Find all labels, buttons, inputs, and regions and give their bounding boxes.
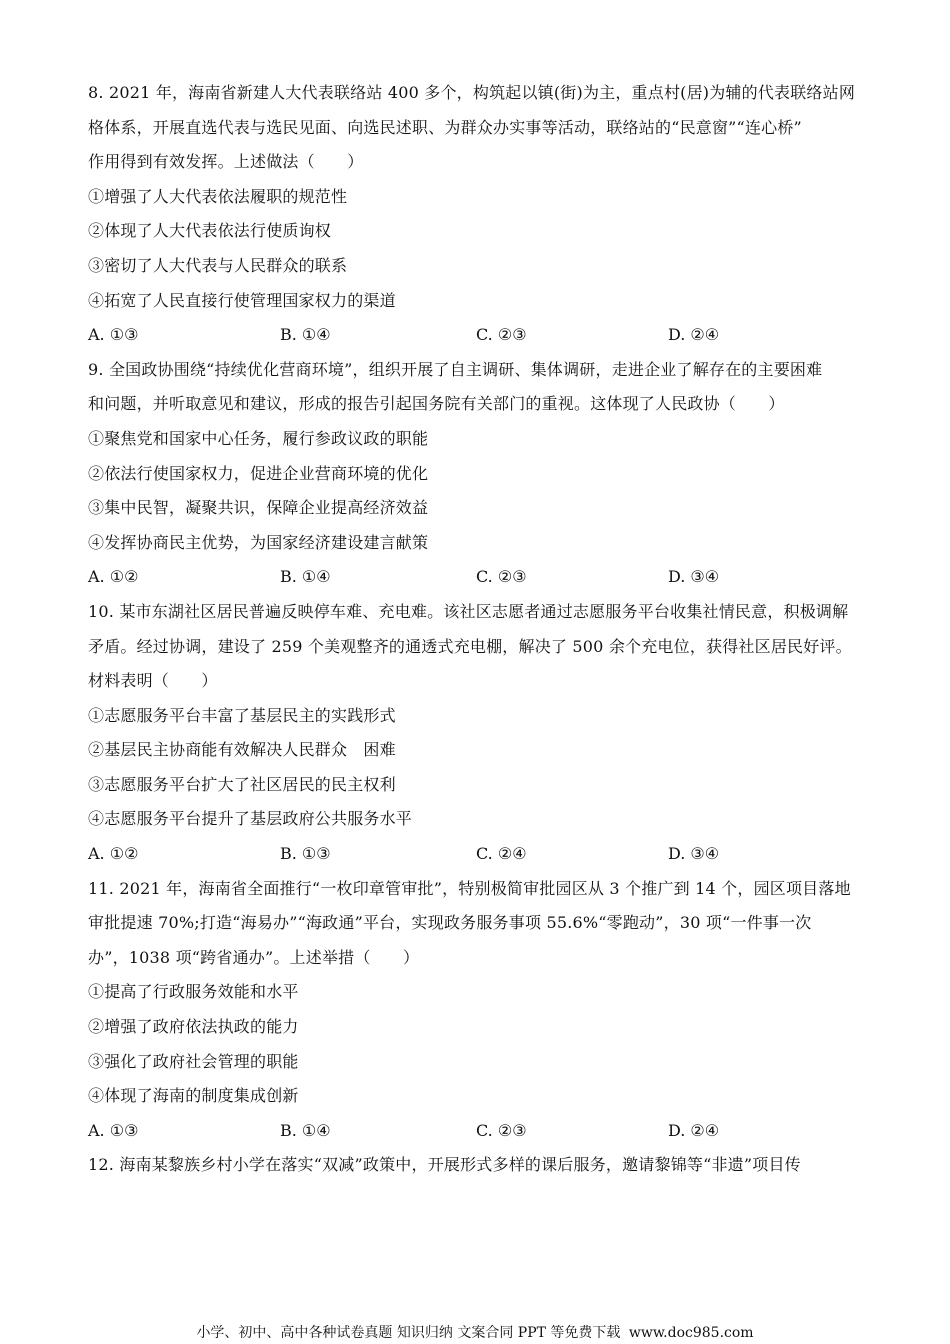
statement-item: ②体现了人大代表依法行使质询权 — [88, 221, 332, 241]
option-b: B. ①④ — [280, 325, 331, 345]
option-a: A. ①③ — [88, 1120, 139, 1140]
option-b: B. ①④ — [280, 567, 331, 587]
option-c: C. ②③ — [476, 567, 527, 587]
option-b: B. ①④ — [280, 1120, 331, 1140]
statement-item: ④志愿服务平台提升了基层政府公共服务水平 — [88, 809, 413, 829]
answer-options — [88, 318, 868, 353]
statement-item: ④拓宽了人民直接行使管理国家权力的渠道 — [88, 290, 396, 310]
statement-item: ①志愿服务平台丰富了基层民主的实践形式 — [88, 705, 396, 725]
question-stem-line: 作用得到有效发挥。上述做法（ ） — [88, 152, 364, 172]
question-stem-line: 和问题，并听取意见和建议，形成的报告引起国务院有关部门的重视。这体现了人民政协（ ） — [88, 394, 785, 414]
statement-item: ③集中民智，凝聚共识，保障企业提高经济效益 — [88, 498, 429, 518]
page-footer — [0, 1322, 950, 1342]
question-10 — [88, 595, 868, 872]
statement-item: ④体现了海南的制度集成创新 — [88, 1086, 299, 1106]
footer-text: 小学、初中、高中各种试卷真题 知识归纳 文案合同 PPT 等免费下载 — [196, 1325, 621, 1341]
option-c: C. ②③ — [476, 325, 527, 345]
question-stem-line: 11. 2021 年，海南省全面推行“一枚印章管审批”，特别极简审批园区从 3 个推广到 14 个，园区项目落地 — [88, 878, 851, 898]
statement-item: ②依法行使国家权力，促进企业营商环境的优化 — [88, 463, 429, 483]
question-stem-line: 9. 全国政协围绕“持续优化营商环境”，组织开展了自主调研、集体调研，走进企业了解存在的主要困难 — [88, 359, 823, 379]
option-a: A. ①② — [88, 844, 139, 864]
answer-options — [88, 560, 868, 595]
question-stem-line: 8. 2021 年，海南省新建人大代表联络站 400 多个，构筑起以镇(街)为主，重点村(居)为辅的代表联络站网 — [88, 83, 856, 102]
option-d: D. ②④ — [668, 1120, 720, 1140]
question-stem-line: 办”，1038 项“跨省通办”。上述举措（ ） — [88, 947, 420, 967]
answer-options — [88, 1114, 868, 1149]
question-stem-line: 10. 某市东湖社区居民普遍反映停车难、充电难。该社区志愿者通过志愿服务平台收集社情民意，积极调解 — [88, 601, 849, 621]
statement-item: ③强化了政府社会管理的职能 — [88, 1051, 299, 1071]
option-b: B. ①③ — [280, 844, 331, 864]
statement-item: ③志愿服务平台扩大了社区居民的民主权利 — [88, 774, 396, 794]
option-c: C. ②④ — [476, 844, 527, 864]
question-12 — [88, 1148, 868, 1183]
question-9 — [88, 353, 868, 595]
statement-item: ②基层民主协商能有效解决人民群众 困难 — [88, 740, 396, 760]
statement-item: ③密切了人大代表与人民群众的联系 — [88, 255, 348, 275]
statement-item: ①增强了人大代表依法履职的规范性 — [88, 186, 348, 206]
question-stem-line: 格体系，开展直选代表与选民见面、向选民述职、为群众办实事等活动，联络站的“民意窗”“连心桥” — [88, 117, 802, 137]
question-stem-line: 审批提速 70%;打造“海易办”“海政通”平台，实现政务服务事项 55.6%“零跑动”，30 项“一件事一次 — [88, 913, 812, 933]
option-a: A. ①② — [88, 567, 139, 587]
question-stem-line: 矛盾。经过协调，建设了 259 个美观整齐的通透式充电棚，解决了 500 余个充电位，获得社区居民好评。 — [88, 636, 852, 656]
option-c: C. ②③ — [476, 1120, 527, 1140]
statement-item: ④发挥协商民主优势，为国家经济建设建言献策 — [88, 532, 429, 552]
option-d: D. ②④ — [668, 325, 720, 345]
question-11 — [88, 872, 868, 1149]
option-a: A. ①③ — [88, 325, 139, 345]
statement-item: ①聚焦党和国家中心任务，履行参政议政的职能 — [88, 428, 429, 448]
exam-page — [88, 76, 868, 1183]
option-d: D. ③④ — [668, 567, 720, 587]
question-stem-line: 材料表明（ ） — [88, 671, 218, 691]
option-d: D. ③④ — [668, 844, 720, 864]
statement-item: ②增强了政府依法执政的能力 — [88, 1017, 299, 1037]
answer-options — [88, 837, 868, 872]
question-8 — [88, 76, 868, 353]
footer-url[interactable]: www.doc985.com — [628, 1325, 754, 1341]
statement-item: ①提高了行政服务效能和水平 — [88, 982, 299, 1002]
question-stem-line: 12. 海南某黎族乡村小学在落实“双减”政策中，开展形式多样的课后服务，邀请黎锦等“非遗”项目传 — [88, 1155, 801, 1175]
